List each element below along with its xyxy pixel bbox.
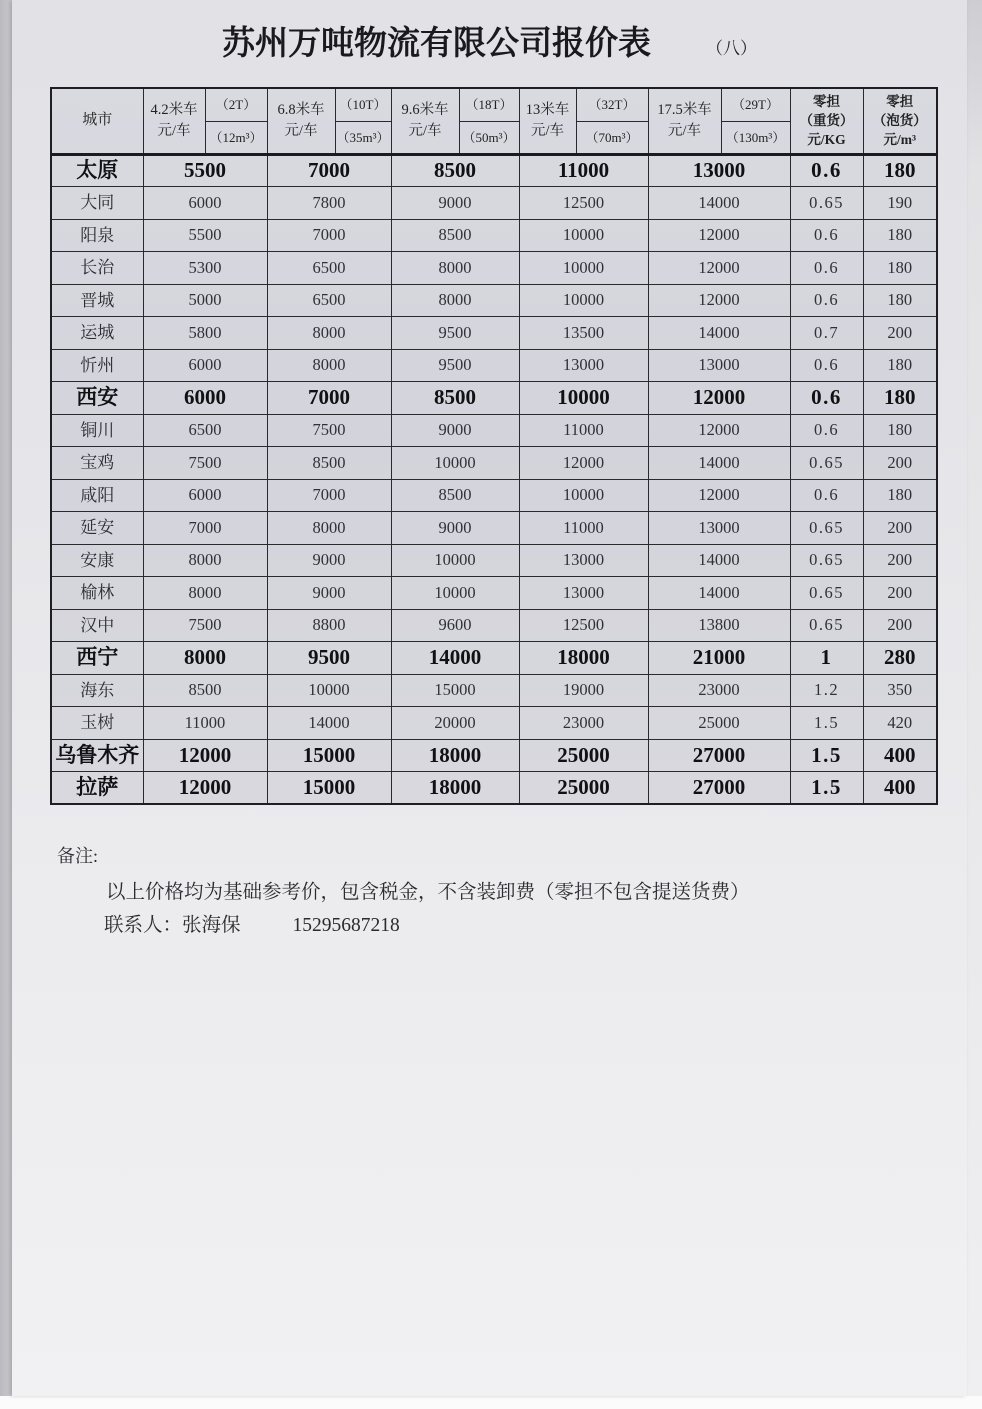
table-row (51, 317, 937, 350)
ltl-light-price-cell: 200 (863, 317, 937, 350)
city-cell: 宝鸡 (51, 447, 143, 480)
truck-price-cell: 8500 (267, 447, 391, 480)
ltl-heavy-price-cell: 0.6 (790, 349, 863, 382)
truck-price-cell: 6500 (143, 414, 267, 447)
truck-price-cell: 21000 (648, 642, 790, 675)
truck-price-cell: 7500 (143, 447, 267, 480)
truck-weight-capacity: （29T） (721, 88, 790, 121)
truck-price-cell: 8000 (391, 252, 519, 285)
city-cell: 西宁 (51, 642, 143, 675)
city-cell: 延安 (51, 512, 143, 545)
price-unit-label: 元/车 (284, 122, 318, 139)
ltl-light-price-cell: 180 (863, 414, 937, 447)
ltl-heavy-price-cell: 1.5 (790, 739, 863, 772)
truck-price-cell: 12000 (648, 219, 790, 252)
contact-line (104, 909, 400, 937)
truck-price-cell: 18000 (519, 642, 648, 675)
truck-price-cell: 8000 (267, 349, 391, 382)
truck-price-cell: 25000 (648, 707, 790, 740)
ltl-heavy-price-cell: 0.6 (790, 284, 863, 317)
truck-price-cell: 5500 (143, 154, 267, 187)
truck-length-label: 17.5米车 (657, 101, 712, 118)
ltl-heavy-price-cell: 1.5 (790, 772, 863, 805)
city-cell: 长治 (51, 252, 143, 285)
truck-length-label: 6.8米车 (277, 101, 325, 118)
truck-price-cell: 7000 (267, 479, 391, 512)
truck-price-cell: 8000 (143, 642, 267, 675)
truck-price-cell: 13000 (648, 512, 790, 545)
ltl-unit: 元/m³ (883, 132, 917, 148)
ltl-title: 零担 (813, 94, 840, 110)
truck-price-cell: 25000 (519, 739, 648, 772)
truck-price-cell: 12500 (519, 609, 648, 642)
truck-price-cell: 12000 (648, 479, 790, 512)
ltl-light-header (863, 88, 937, 154)
ltl-light-price-cell: 200 (863, 512, 937, 545)
ltl-cargo-type: （泡货） (872, 113, 927, 129)
truck-price-cell: 8000 (143, 544, 267, 577)
truck-price-cell: 8500 (143, 674, 267, 707)
truck-price-cell: 11000 (519, 154, 648, 187)
ltl-light-price-cell: 420 (863, 707, 937, 740)
truck-price-cell: 5000 (143, 284, 267, 317)
price-unit-label: 元/车 (667, 122, 702, 139)
truck-price-cell: 5800 (143, 317, 267, 350)
ltl-light-price-cell: 180 (863, 284, 937, 317)
city-column-header: 城市 (51, 88, 143, 154)
city-cell: 咸阳 (51, 479, 143, 512)
truck-4-2m-header (143, 88, 205, 154)
truck-13m-header (519, 88, 576, 154)
truck-price-cell: 13000 (648, 349, 790, 382)
header-row (51, 88, 937, 121)
truck-price-cell: 7500 (267, 414, 391, 447)
truck-price-cell: 7000 (267, 382, 391, 415)
ltl-unit: 元/KG (807, 132, 846, 148)
ltl-light-price-cell: 200 (863, 577, 937, 610)
truck-price-cell: 8800 (267, 609, 391, 642)
truck-length-label: 4.2米车 (150, 101, 198, 118)
truck-price-cell: 6000 (143, 349, 267, 382)
truck-price-cell: 13000 (519, 577, 648, 610)
price-unit-label: 元/车 (157, 122, 191, 139)
truck-price-cell: 10000 (519, 382, 648, 415)
table-row (51, 154, 937, 187)
truck-price-cell: 10000 (267, 674, 391, 707)
truck-price-cell: 27000 (648, 739, 790, 772)
truck-weight-capacity: （18T） (459, 88, 519, 121)
truck-price-cell: 10000 (519, 252, 648, 285)
truck-price-cell: 12000 (648, 252, 790, 285)
truck-price-cell: 10000 (519, 284, 648, 317)
ltl-heavy-price-cell: 0.6 (790, 219, 863, 252)
truck-price-cell: 7500 (143, 609, 267, 642)
ltl-light-price-cell: 180 (863, 479, 937, 512)
price-unit-label: 元/车 (530, 122, 565, 139)
city-cell: 玉树 (51, 707, 143, 740)
truck-price-cell: 12000 (648, 284, 790, 317)
ltl-heavy-price-cell: 0.6 (790, 414, 863, 447)
truck-volume-capacity: （50m³） (459, 121, 519, 154)
table-row (51, 512, 937, 545)
truck-price-cell: 6000 (143, 187, 267, 220)
ltl-light-price-cell: 190 (863, 187, 937, 220)
notes-text: 以上价格均为基础参考价，包含税金，不含装卸费（零担不包含提送货费） (106, 882, 750, 903)
truck-price-cell: 12000 (648, 382, 790, 415)
table-row (51, 447, 937, 480)
table-row (51, 284, 937, 317)
table-row (51, 252, 937, 285)
truck-volume-capacity: （12m³） (205, 121, 267, 154)
ltl-heavy-price-cell: 0.65 (790, 187, 863, 220)
truck-price-cell: 10000 (519, 219, 648, 252)
table-row (51, 772, 937, 805)
ltl-light-price-cell: 180 (863, 349, 937, 382)
truck-price-cell: 14000 (391, 642, 519, 675)
truck-price-cell: 18000 (391, 739, 519, 772)
truck-price-cell: 9000 (267, 577, 391, 610)
table-row (51, 349, 937, 382)
ltl-heavy-price-cell: 0.6 (790, 479, 863, 512)
contact-person: 联系人：张海保 (104, 915, 241, 936)
truck-price-cell: 18000 (391, 772, 519, 805)
city-cell: 安康 (51, 544, 143, 577)
truck-price-cell: 15000 (267, 772, 391, 805)
table-row (51, 609, 937, 642)
truck-price-cell: 11000 (143, 707, 267, 740)
ltl-heavy-price-cell: 0.7 (790, 317, 863, 350)
ltl-light-price-cell: 180 (863, 219, 937, 252)
table-row (51, 187, 937, 220)
table-row (51, 577, 937, 610)
truck-price-cell: 12000 (648, 414, 790, 447)
truck-price-cell: 9000 (391, 187, 519, 220)
page-mark: （八） (706, 39, 757, 58)
truck-volume-capacity: （130m³） (721, 121, 790, 154)
city-cell: 乌鲁木齐 (51, 739, 143, 772)
truck-price-cell: 10000 (391, 544, 519, 577)
truck-price-cell: 13500 (519, 317, 648, 350)
truck-price-cell: 13000 (519, 349, 648, 382)
price-unit-label: 元/车 (408, 122, 442, 139)
truck-price-cell: 23000 (519, 707, 648, 740)
truck-price-cell: 12500 (519, 187, 648, 220)
ltl-heavy-price-cell: 1.2 (790, 674, 863, 707)
ltl-title: 零担 (886, 94, 914, 110)
truck-price-cell: 8000 (267, 317, 391, 350)
ltl-heavy-price-cell: 0.6 (790, 154, 863, 187)
truck-price-cell: 14000 (267, 707, 391, 740)
truck-price-cell: 5300 (143, 252, 267, 285)
truck-price-cell: 7800 (267, 187, 391, 220)
table-row (51, 219, 937, 252)
ltl-heavy-price-cell: 0.65 (790, 577, 863, 610)
ltl-light-price-cell: 180 (863, 252, 937, 285)
truck-price-cell: 6500 (267, 252, 391, 285)
ltl-light-price-cell: 400 (863, 739, 937, 772)
truck-price-cell: 27000 (648, 772, 790, 805)
truck-volume-capacity: （70m³） (576, 121, 648, 154)
truck-length-label: 9.6米车 (401, 101, 449, 118)
city-cell: 阳泉 (51, 219, 143, 252)
truck-price-cell: 12000 (143, 772, 267, 805)
ltl-heavy-price-cell: 1.5 (790, 707, 863, 740)
ltl-light-price-cell: 200 (863, 447, 937, 480)
ltl-heavy-price-cell: 0.65 (790, 447, 863, 480)
truck-price-cell: 15000 (267, 739, 391, 772)
price-table-body (51, 154, 937, 804)
table-header (51, 88, 937, 154)
table-row (51, 642, 937, 675)
ltl-light-price-cell: 180 (863, 154, 937, 187)
truck-length-label: 13米车 (525, 101, 570, 118)
table-row (51, 544, 937, 577)
city-cell: 晋城 (51, 284, 143, 317)
truck-price-cell: 10000 (391, 447, 519, 480)
city-cell: 忻州 (51, 349, 143, 382)
truck-price-cell: 7000 (267, 219, 391, 252)
truck-price-cell: 8000 (391, 284, 519, 317)
table-row (51, 674, 937, 707)
truck-9-6m-header (391, 88, 459, 154)
ltl-light-price-cell: 200 (863, 609, 937, 642)
truck-price-cell: 9000 (267, 544, 391, 577)
truck-price-cell: 9500 (391, 317, 519, 350)
ltl-light-price-cell: 350 (863, 674, 937, 707)
truck-price-cell: 20000 (391, 707, 519, 740)
city-cell: 运城 (51, 317, 143, 350)
truck-price-cell: 14000 (648, 544, 790, 577)
truck-price-cell: 9000 (391, 414, 519, 447)
photo-background-right (966, 0, 982, 1396)
ltl-heavy-price-cell: 0.65 (790, 512, 863, 545)
ltl-heavy-header (790, 88, 863, 154)
truck-price-cell: 13000 (648, 154, 790, 187)
truck-price-cell: 11000 (519, 414, 648, 447)
document-title: 苏州万吨物流有限公司报价表 (222, 26, 651, 62)
truck-price-cell: 8000 (267, 512, 391, 545)
truck-price-cell: 8500 (391, 154, 519, 187)
table-row (51, 479, 937, 512)
city-cell: 铜川 (51, 414, 143, 447)
truck-price-cell: 23000 (648, 674, 790, 707)
city-cell: 太原 (51, 154, 143, 187)
ltl-light-price-cell: 200 (863, 544, 937, 577)
city-cell: 榆林 (51, 577, 143, 610)
truck-price-cell: 6500 (267, 284, 391, 317)
ltl-heavy-price-cell: 0.65 (790, 609, 863, 642)
truck-price-cell: 14000 (648, 317, 790, 350)
ltl-cargo-type: （重货） (799, 113, 854, 129)
city-cell: 海东 (51, 674, 143, 707)
ltl-heavy-price-cell: 0.65 (790, 544, 863, 577)
truck-price-cell: 14000 (648, 187, 790, 220)
contact-phone: 15295687218 (292, 915, 400, 936)
truck-price-cell: 7000 (267, 154, 391, 187)
truck-price-cell: 12000 (519, 447, 648, 480)
ltl-light-price-cell: 180 (863, 382, 937, 415)
truck-weight-capacity: （32T） (576, 88, 648, 121)
ltl-light-price-cell: 400 (863, 772, 937, 805)
city-cell: 拉萨 (51, 772, 143, 805)
ltl-heavy-price-cell: 1 (790, 642, 863, 675)
truck-price-cell: 14000 (648, 447, 790, 480)
truck-price-cell: 19000 (519, 674, 648, 707)
truck-price-cell: 9500 (391, 349, 519, 382)
truck-price-cell: 8500 (391, 382, 519, 415)
truck-price-cell: 14000 (648, 577, 790, 610)
truck-price-cell: 6000 (143, 382, 267, 415)
city-cell: 大同 (51, 187, 143, 220)
truck-price-cell: 10000 (391, 577, 519, 610)
truck-6-8m-header (267, 88, 335, 154)
truck-price-cell: 9600 (391, 609, 519, 642)
table-row (51, 739, 937, 772)
table-row (51, 707, 937, 740)
ltl-heavy-price-cell: 0.6 (790, 252, 863, 285)
ltl-heavy-price-cell: 0.6 (790, 382, 863, 415)
city-cell: 汉中 (51, 609, 143, 642)
truck-price-cell: 25000 (519, 772, 648, 805)
truck-price-cell: 13000 (519, 544, 648, 577)
truck-price-cell: 11000 (519, 512, 648, 545)
truck-price-cell: 8500 (391, 219, 519, 252)
truck-weight-capacity: （10T） (335, 88, 391, 121)
truck-price-cell: 13800 (648, 609, 790, 642)
truck-price-cell: 7000 (143, 512, 267, 545)
truck-price-cell: 6000 (143, 479, 267, 512)
city-cell: 西安 (51, 382, 143, 415)
truck-weight-capacity: （2T） (205, 88, 267, 121)
notes-label: 备注: (57, 846, 99, 866)
truck-price-cell: 9000 (391, 512, 519, 545)
truck-price-cell: 8500 (391, 479, 519, 512)
ltl-light-price-cell: 280 (863, 642, 937, 675)
truck-price-cell: 12000 (143, 739, 267, 772)
truck-price-cell: 15000 (391, 674, 519, 707)
table-row (51, 382, 937, 415)
truck-volume-capacity: （35m³） (335, 121, 391, 154)
truck-price-cell: 8000 (143, 577, 267, 610)
truck-price-cell: 10000 (519, 479, 648, 512)
price-table (50, 87, 938, 805)
table-row (51, 414, 937, 447)
truck-17-5m-header (648, 88, 721, 154)
truck-price-cell: 9500 (267, 642, 391, 675)
truck-price-cell: 5500 (143, 219, 267, 252)
